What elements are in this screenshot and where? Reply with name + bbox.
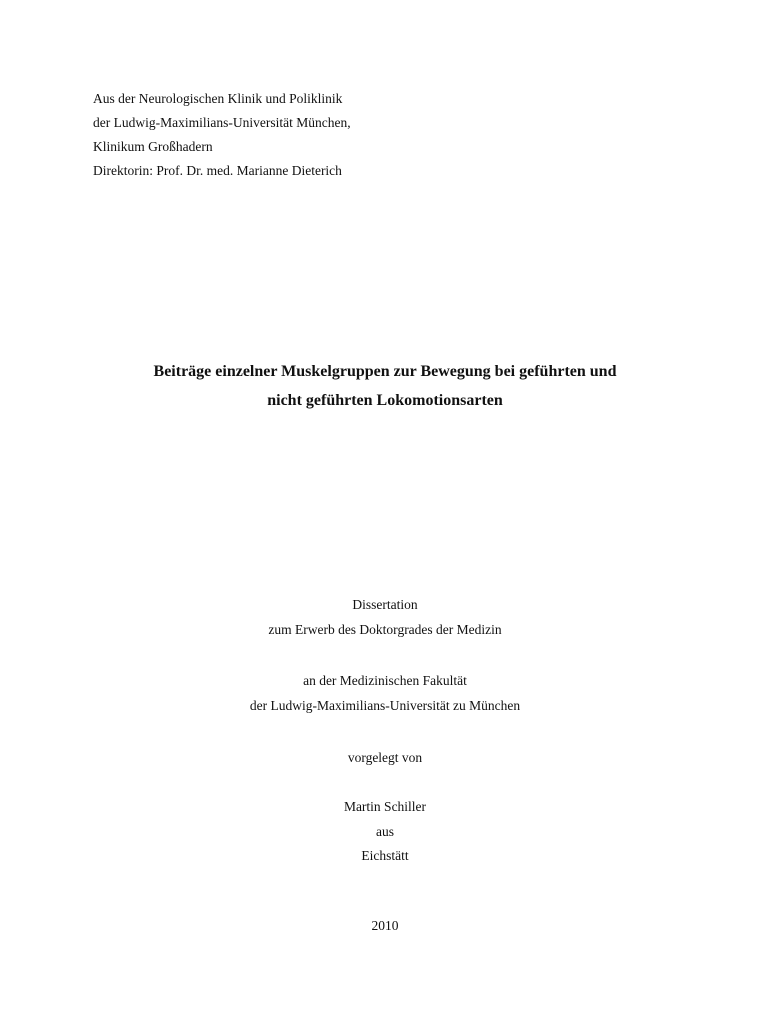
author-block (0, 795, 770, 869)
year-block (0, 916, 770, 936)
thesis-title-line-2: nicht geführten Lokomotionsarten (267, 392, 503, 409)
author-from-label: aus (376, 823, 394, 839)
faculty-line-1: an der Medizinischen Fakultät (303, 673, 467, 688)
dissertation-block (0, 592, 770, 642)
faculty-block (0, 668, 770, 718)
author-hometown: Eichstätt (361, 848, 409, 863)
author-name: Martin Schiller (343, 799, 427, 814)
thesis-title-line-1: Beiträge einzelner Muskelgruppen zur Bewegung bei geführten und (153, 363, 617, 380)
degree-purpose: zum Erwerb des Doktorgrades der Medizin (268, 622, 502, 637)
institution-line-2: der Ludwig-Maximilians-Universität München, (93, 115, 351, 130)
thesis-title (0, 357, 770, 415)
submitted-by-block (0, 748, 770, 768)
submitted-by-label: vorgelegt von (347, 750, 423, 765)
faculty-line-2: der Ludwig-Maximilians-Universität zu München (249, 698, 521, 713)
institution-line-3: Klinikum Großhadern (93, 139, 213, 154)
submission-year: 2010 (371, 918, 399, 933)
institution-line-1: Aus der Neurologischen Klinik und Poliklinik (93, 91, 343, 106)
institution-header (93, 87, 351, 183)
director-line: Direktorin: Prof. Dr. med. Marianne Dieterich (93, 163, 342, 178)
dissertation-label: Dissertation (352, 597, 418, 612)
